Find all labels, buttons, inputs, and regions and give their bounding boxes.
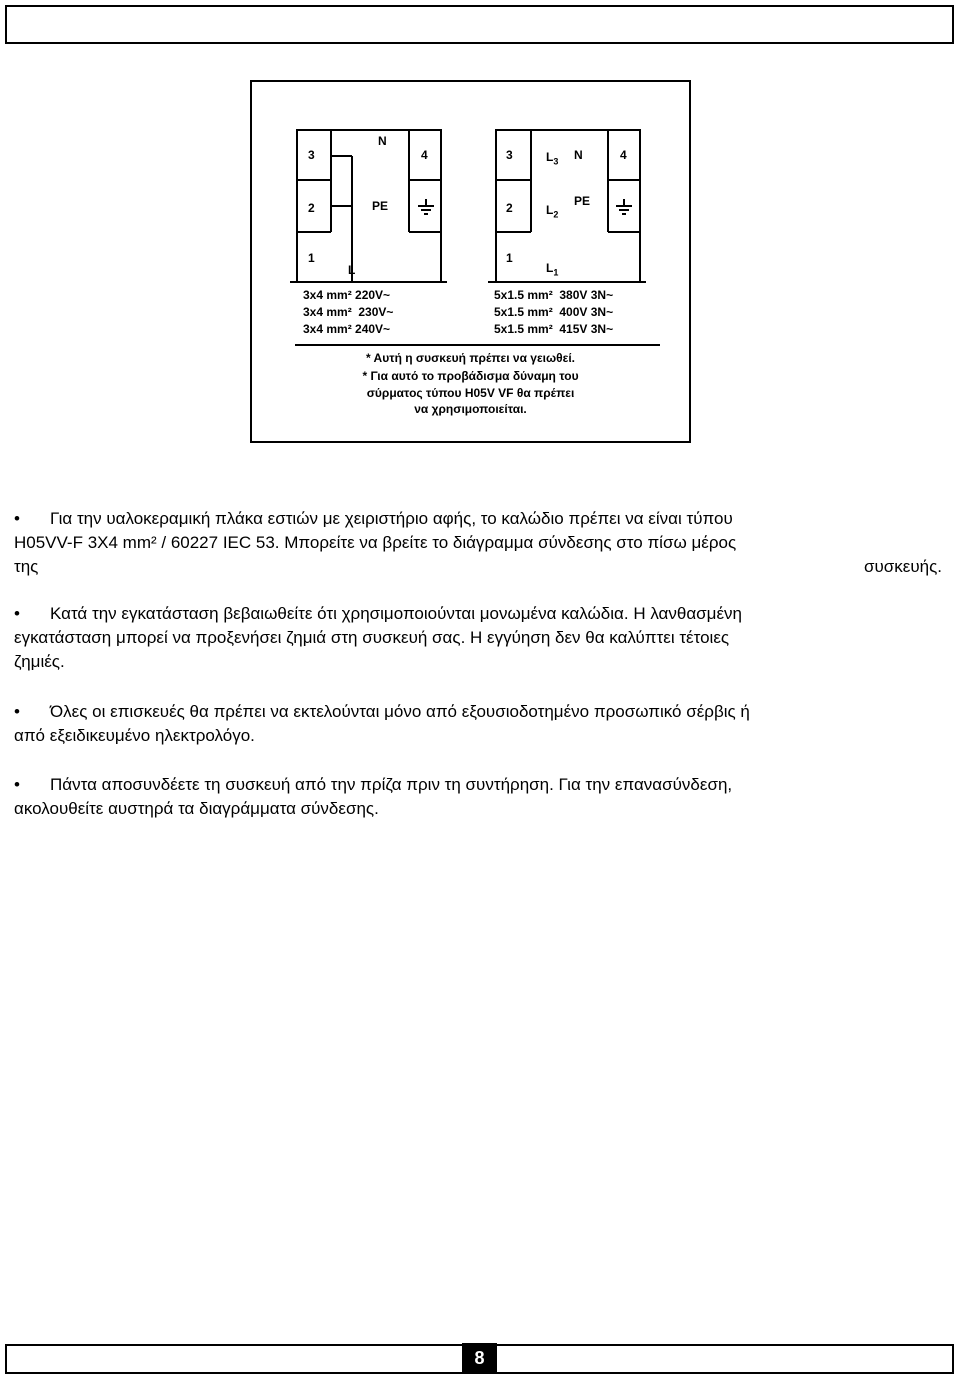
paragraph-repairs: • Όλες οι επισκευές θα πρέπει να εκτελούνται μόνο από εξουσιοδοτημένο προσωπικό σέρβις ή από εξειδικευμένο ηλεκτρολόγο. xyxy=(14,702,750,745)
right-pe-label: PE xyxy=(574,194,591,208)
left-terminal-3: 3 xyxy=(308,148,315,162)
left-terminal-1: 1 xyxy=(308,251,315,265)
diagram-note-1: * Αυτή η συσκευή πρέπει να γειωθεί. xyxy=(366,351,575,365)
left-neutral-label: N xyxy=(378,134,387,148)
bullet-icon: • xyxy=(14,702,20,721)
right-terminal-2: 2 xyxy=(506,201,513,215)
diagram-note-2: * Για αυτό το προβάδισμα δύναμη του xyxy=(362,369,579,383)
diagram-note-3: σύρματος τύπου H05V VF θα πρέπει xyxy=(366,386,575,400)
right-l3-label: $L_3$ xyxy=(546,150,559,167)
right-terminal-1: 1 xyxy=(506,251,513,265)
right-neutral-label: N xyxy=(574,148,583,162)
left-terminal-2: 2 xyxy=(308,201,315,215)
left-spec-2: 3x4 mm² 230V~ xyxy=(303,305,394,319)
right-terminal-4: 4 xyxy=(620,148,627,162)
left-spec-1: 3x4 mm² 220V~ xyxy=(303,288,391,302)
ground-icon xyxy=(418,199,434,214)
right-spec-3: 5x1.5 mm² 415V 3N~ xyxy=(494,322,614,336)
page-number: 8 xyxy=(462,1343,497,1374)
ground-icon xyxy=(616,199,632,214)
left-pe-label: PE xyxy=(372,199,389,213)
right-l2-label: $L_2$ xyxy=(546,203,559,220)
right-terminal-3: 3 xyxy=(506,148,513,162)
right-l1-label: $L_1$ xyxy=(546,261,559,278)
bullet-icon: • xyxy=(14,509,20,528)
paragraph-disconnect: • Πάντα αποσυνδέετε τη συσκευή από την πρίζα πριν τη συντήρηση. Για την επανασύνδεση, ακολουθείτε αυστηρά τα διαγράμματα σύνδεσης. xyxy=(14,775,733,818)
left-spec-3: 3x4 mm² 240V~ xyxy=(303,322,391,336)
paragraph-insulated-cables: • Κατά την εγκατάσταση βεβαιωθείτε ότι χρησιμοποιούνται μονωμένα καλώδια. Η λανθασμένη εγκατάσταση μπορεί να προξενήσει ζημιά στη συσκευή σας. Η εγγύηση δεν θα καλύπτει τέτοιες ζημιές. xyxy=(14,604,742,671)
right-spec-1: 5x1.5 mm² 380V 3N~ xyxy=(494,288,614,302)
paragraph-cable-type: • Για την υαλοκεραμική πλάκα εστιών με χειριστήριο αφής, το καλώδιο πρέπει να είναι τύπου H05VV-F 3X4 mm² / 60227 IEC 53. Μπορείτε να βρείτε το διάγραμμα σύνδεσης στο πίσω μέρος της συσκευής. xyxy=(14,509,942,576)
right-spec-2: 5x1.5 mm² 400V 3N~ xyxy=(494,305,614,319)
bullet-icon: • xyxy=(14,604,20,623)
bullet-icon: • xyxy=(14,775,20,794)
diagram-note-4: να χρησιμοποιείται. xyxy=(414,402,527,416)
left-line-label: L xyxy=(348,263,356,277)
left-terminal-4: 4 xyxy=(421,148,428,162)
